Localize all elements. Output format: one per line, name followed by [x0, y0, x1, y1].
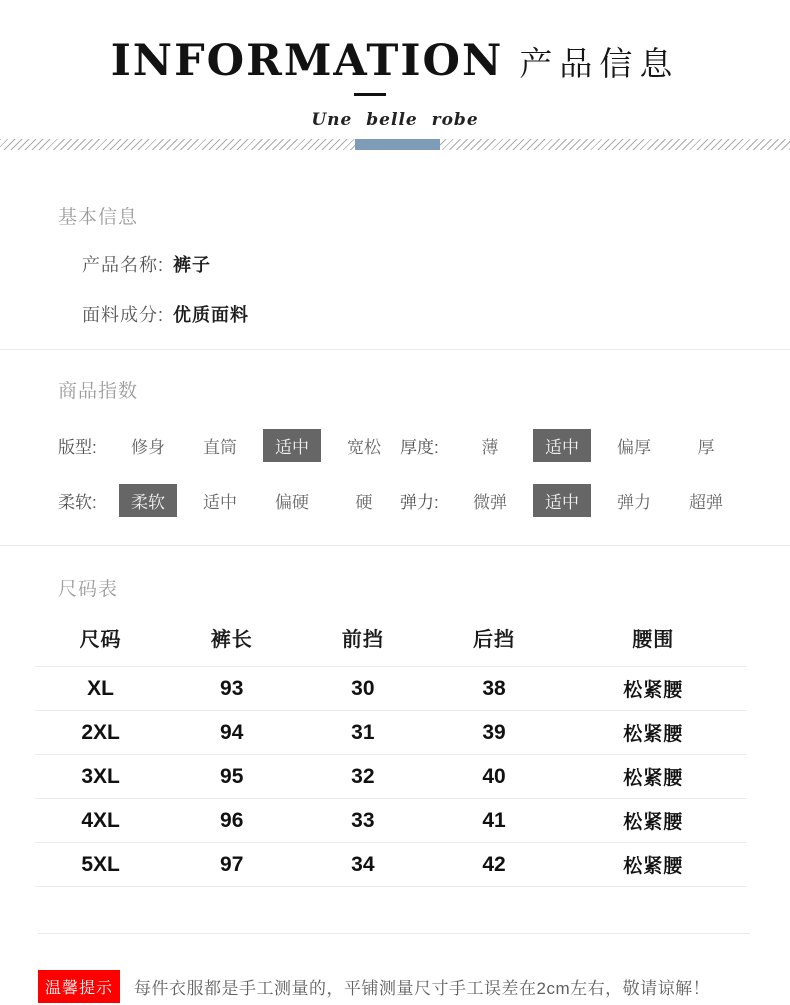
product-index-title: 商品指数: [58, 381, 139, 402]
elasticity-option: 超弹: [689, 493, 723, 512]
tip-footer: [0, 970, 790, 1003]
length-cell: 97: [166, 843, 297, 887]
product-name-row: [82, 251, 790, 277]
page-header: [0, 0, 790, 130]
fabric-value: 优质面料: [173, 305, 250, 325]
front-rise-cell: 34: [297, 843, 428, 887]
back-rise-cell: 38: [428, 667, 559, 711]
fit-option: 直筒: [203, 438, 237, 457]
table-row: [35, 843, 747, 887]
size-cell: 3XL: [35, 755, 166, 799]
fit-option: 修身: [131, 438, 165, 457]
title-underline: [354, 93, 386, 96]
table-row: [35, 799, 747, 843]
waist-cell: 松紧腰: [560, 799, 747, 843]
length-cell: 96: [166, 799, 297, 843]
size-chart-title: 尺码表: [58, 579, 119, 600]
col-front-rise: 前挡: [297, 611, 428, 667]
tip-badge: 温馨提示: [38, 970, 120, 1003]
size-cell: 5XL: [35, 843, 166, 887]
waist-cell: 松紧腰: [560, 667, 747, 711]
basic-info-title: 基本信息: [58, 207, 139, 228]
product-name-label: 产品名称:: [82, 255, 165, 275]
fit-label: 版型:: [58, 438, 97, 457]
size-chart-section: [0, 546, 790, 887]
col-pant-length: 裤长: [166, 611, 297, 667]
elasticity-label: 弹力:: [400, 493, 439, 512]
length-cell: 95: [166, 755, 297, 799]
fit-group: [58, 429, 400, 462]
size-table-header-row: [35, 611, 747, 667]
index-row-1: [58, 429, 790, 462]
product-name-value: 裤子: [173, 255, 212, 275]
thickness-option: 厚: [697, 438, 715, 457]
accent-bar: [355, 139, 440, 150]
basic-info-section: [0, 150, 790, 327]
waist-cell: 松紧腰: [560, 843, 747, 887]
hatched-divider: [0, 139, 790, 150]
index-row-2: [58, 484, 790, 517]
softness-option: 适中: [203, 493, 237, 512]
elasticity-group: [400, 484, 742, 517]
fabric-row: [82, 301, 790, 327]
softness-option: 硬: [355, 493, 373, 512]
front-rise-cell: 30: [297, 667, 428, 711]
back-rise-cell: 41: [428, 799, 559, 843]
table-row: [35, 755, 747, 799]
elasticity-option-selected: 适中: [533, 484, 591, 517]
elasticity-option: 弹力: [617, 493, 651, 512]
waist-cell: 松紧腰: [560, 711, 747, 755]
softness-label: 柔软:: [58, 493, 97, 512]
table-row: [35, 711, 747, 755]
thickness-option: 偏厚: [617, 438, 651, 457]
size-cell: 2XL: [35, 711, 166, 755]
softness-option: 偏硬: [275, 493, 309, 512]
waist-cell: 松紧腰: [560, 755, 747, 799]
page-title-cn: 产品信息: [519, 45, 680, 82]
softness-group: [58, 484, 400, 517]
length-cell: 94: [166, 711, 297, 755]
back-rise-cell: 40: [428, 755, 559, 799]
table-row: [35, 667, 747, 711]
fabric-label: 面料成分:: [82, 305, 165, 325]
softness-option-selected: 柔软: [119, 484, 177, 517]
back-rise-cell: 39: [428, 711, 559, 755]
thickness-option: 薄: [481, 438, 499, 457]
back-rise-cell: 42: [428, 843, 559, 887]
elasticity-option: 微弹: [473, 493, 507, 512]
size-table: [35, 611, 747, 887]
divider: [38, 933, 750, 934]
front-rise-cell: 33: [297, 799, 428, 843]
size-cell: XL: [35, 667, 166, 711]
col-size: 尺码: [35, 611, 166, 667]
page-title: [0, 36, 790, 86]
front-rise-cell: 31: [297, 711, 428, 755]
thickness-option-selected: 适中: [533, 429, 591, 462]
tip-note: 每件衣服都是手工测量的，平铺测量尺寸手工误差在2cm左右，敬请谅解！: [134, 979, 711, 998]
thickness-label: 厚度:: [400, 438, 439, 457]
fit-option-selected: 适中: [263, 429, 321, 462]
page-subtitle: Une belle robe: [311, 110, 479, 130]
col-back-rise: 后挡: [428, 611, 559, 667]
front-rise-cell: 32: [297, 755, 428, 799]
thickness-group: [400, 429, 742, 462]
length-cell: 93: [166, 667, 297, 711]
page-title-en: INFORMATION: [110, 36, 504, 86]
product-index-section: [0, 350, 790, 517]
size-cell: 4XL: [35, 799, 166, 843]
col-waist: 腰围: [560, 611, 747, 667]
fit-option: 宽松: [347, 438, 381, 457]
